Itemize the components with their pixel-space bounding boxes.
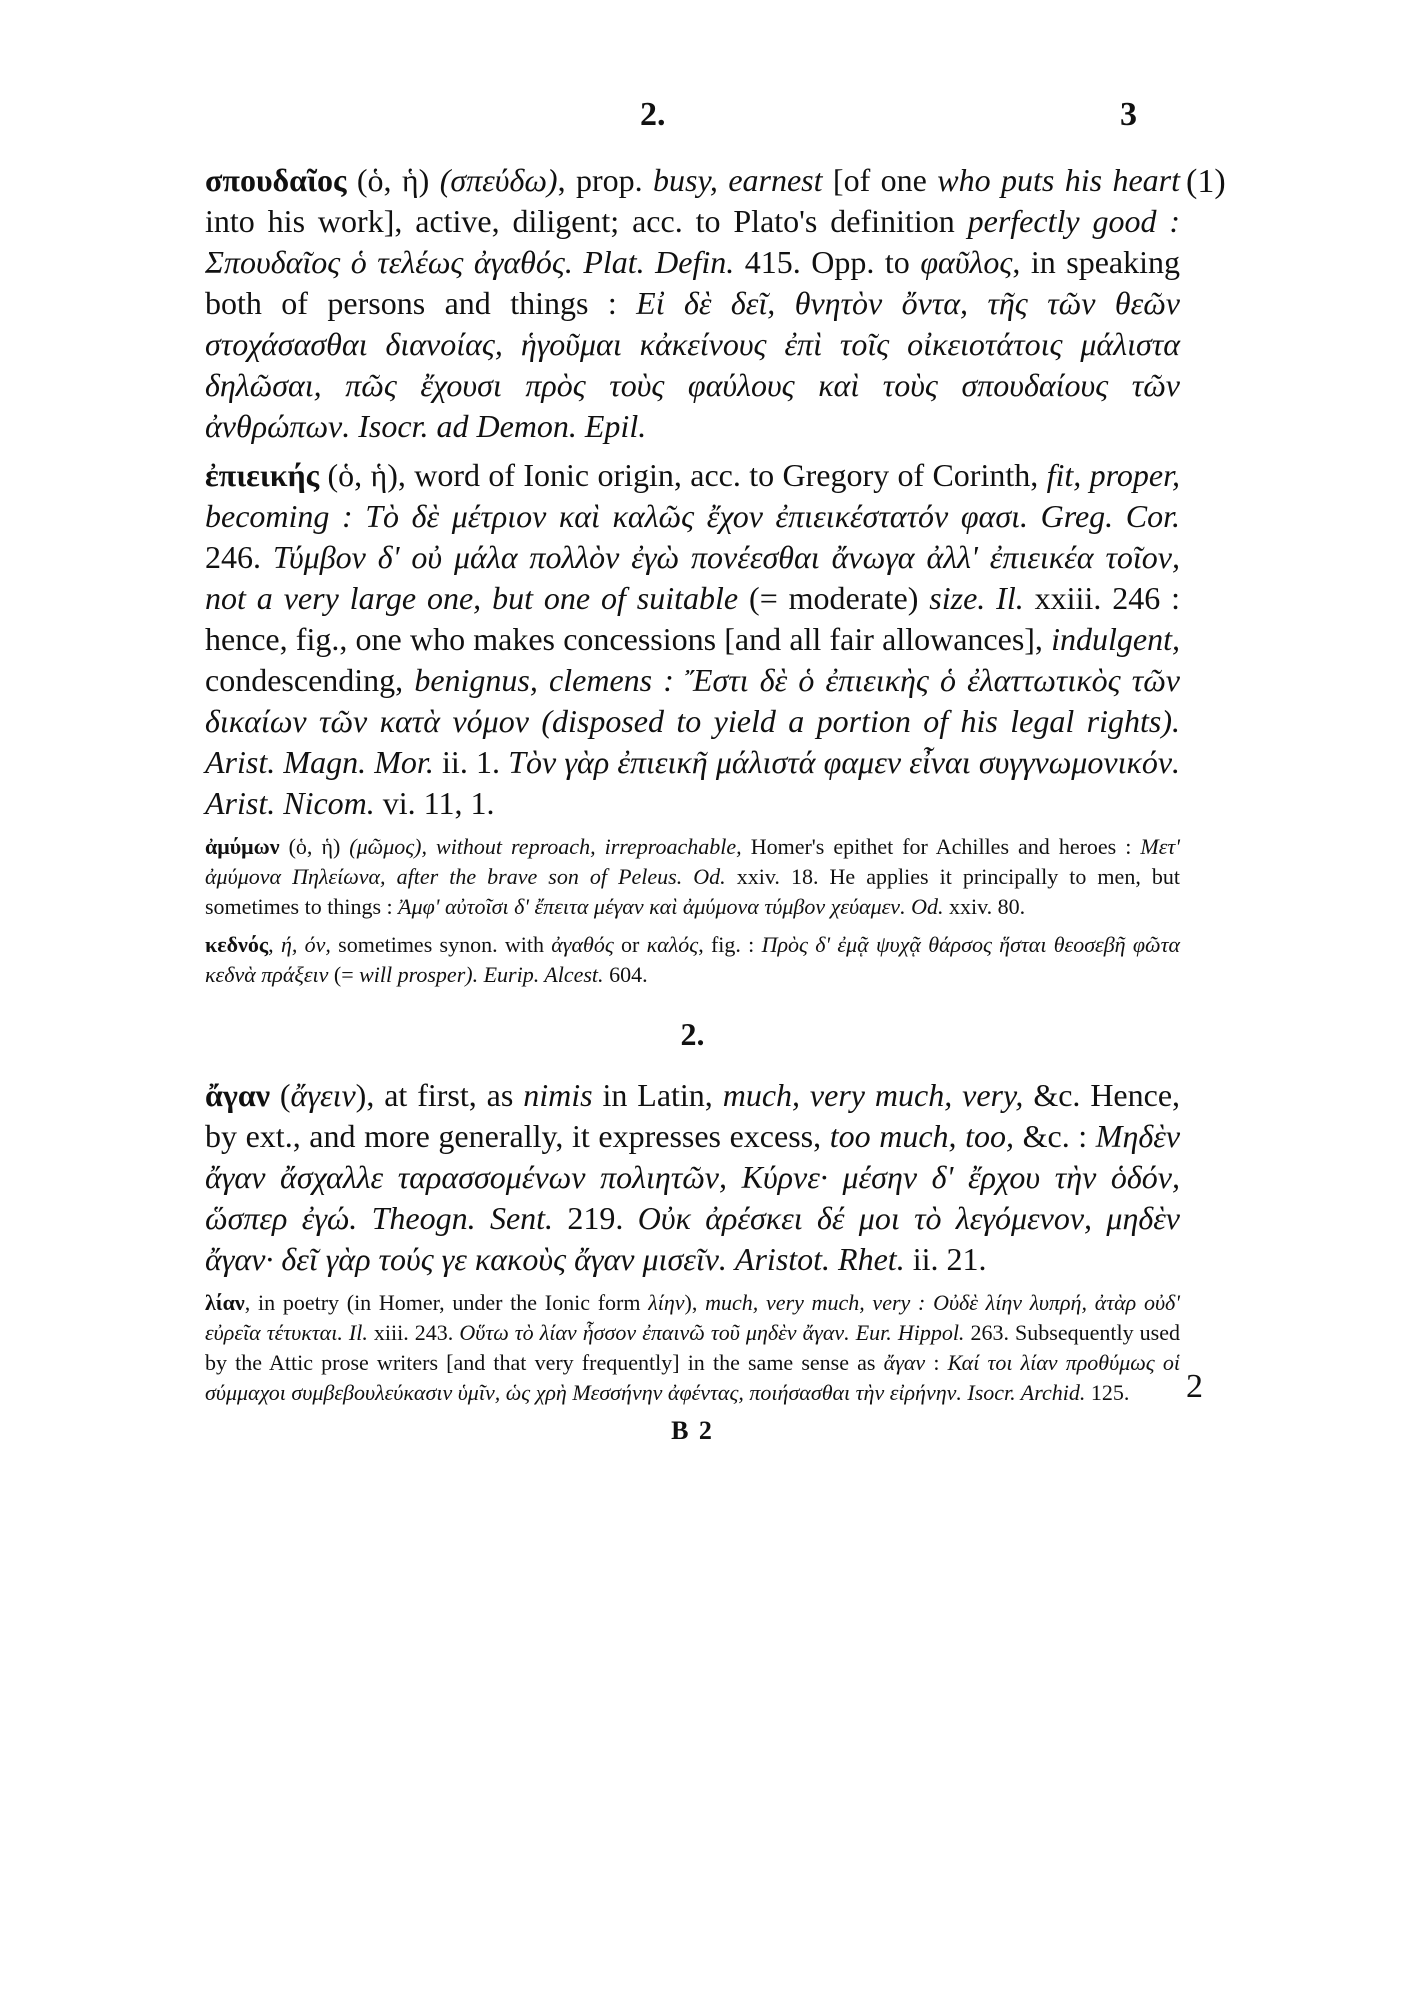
entry-text-segment: condescending, (205, 662, 415, 698)
entry-text-segment: , in speaking both of persons and things : (205, 244, 1181, 321)
entry-text-segment: ἀγαθός (551, 932, 614, 957)
dictionary-entry (205, 832, 1180, 922)
entry-headword: κεδνός (205, 932, 269, 957)
entry-text-segment: , (268, 932, 281, 957)
entry-headword: ἀμύμων (205, 834, 280, 859)
entry-text-segment: ἄγειν (290, 1077, 356, 1113)
entry-text-segment: fit, proper, becoming : Τὸ δὲ μέτριον καὶ καλῶς ἔχον ἐπιεικέστατόν φασι. Greg. Cor. (205, 457, 1181, 534)
entry-text-segment: sometimes synon. with (330, 932, 552, 957)
entry-text-segment: &c. : (1014, 1118, 1096, 1154)
entry-text-segment: Εἰ δὲ δεῖ, θνητὸν ὄντα, τῆς τῶν θεῶν στοχάσασθαι διανοίας, ἡγοῦμαι κἀκείνους ἐπὶ τοῖς οἰκειοτάτοις μάλιστα δηλῶσαι, πῶς ἔχουσι πρὸς τοὺς φαύλους καὶ τοὺς σπουδαίους τῶν ἀνθρώπων. Isocr. ad Demon. Epil. (205, 285, 1181, 444)
entry-text-segment: (= (328, 962, 360, 987)
entry-text-segment: xxiv. 80. (943, 894, 1026, 919)
entry-text-segment: ή, όν, (280, 932, 331, 957)
entry-text-segment: 219. (553, 1200, 638, 1236)
entry-text-segment: ), (684, 1290, 706, 1315)
entry-text-segment: ( (269, 1077, 291, 1113)
entry-text-segment: Μετ' ἀμύμονα Πηλείωνα, after the brave son of Peleus. Od. (205, 834, 1180, 889)
entry-text-segment: Μηδὲν ἄγαν ἄσχαλλε ταρασσομένων πολιητῶν, Κύρνε· μέσην δ' ἔρχου τὴν ὁδόν, ὥσπερ ἐγώ. Theogn. Sent. (205, 1118, 1181, 1236)
page-number: 3 (1120, 96, 1137, 133)
entry-text-segment: who puts his heart (937, 162, 1181, 198)
entry-text-segment: indulgent, (1051, 621, 1180, 657)
margin-marker-second: 2 (1186, 1368, 1203, 1405)
entry-text-segment: much, very much, very : Οὐδὲ λίην λυπρή, ἀτὰρ οὐδ' εὐρεῖα τέτυκται. Il. (205, 1290, 1180, 1345)
entry-text-segment: Homer's epithet for Achilles and heroes : (741, 834, 1141, 859)
entries-part-one (205, 160, 1180, 990)
entry-text-segment: : (925, 1350, 948, 1375)
entry-text-segment: , prop. (557, 162, 654, 198)
entry-text-segment: (ὁ, ἡ), word of Ionic origin, acc. to Gregory of Corinth, (319, 457, 1047, 493)
entry-text-segment: or (613, 932, 647, 957)
entry-text-segment: busy, earnest (653, 162, 823, 198)
dictionary-entry (205, 1288, 1180, 1408)
entry-text-segment: , fig. : (698, 932, 762, 957)
entry-text-segment: Τὸν γὰρ ἐπιεικῆ μάλιστά φαμεν εἶναι συγγνωμονικόν. Arist. Nicom. (205, 744, 1181, 821)
entry-text-segment: , in poetry (in Homer, under the Ionic form (244, 1290, 649, 1315)
section-mark: 2. (680, 1016, 705, 1052)
entry-text-segment: Οὕτω τὸ λίαν ἧσσον ἐπαινῶ τοῦ μηδὲν ἄγαν. Eur. Hippol. (459, 1320, 965, 1345)
entries-part-two (205, 1075, 1180, 1408)
dictionary-entry (205, 930, 1180, 990)
entry-text-segment: Οὐκ ἀρέσκει δέ μοι τὸ λεγόμενον, μηδὲν ἄγαν· δεῖ γὰρ τούς γε κακοὺς ἄγαν μισεῖν. Aristot. Rhet. (205, 1200, 1181, 1277)
entry-text-segment: Καί τοι λίαν προθύμως οἱ σύμμαχοι συμβεβουλεύκασιν ὑμῖν, ὡς χρὴ Μεσσήνην ἀφέντας, ποιήσασθαι τὴν εἰρήνην. Isocr. Archid. (205, 1350, 1180, 1405)
entry-text-segment: [of one (822, 162, 938, 198)
entry-text-segment: into his work], active, diligent; acc. to Plato's definition (205, 203, 968, 239)
entry-text-segment: too much, too, (829, 1118, 1015, 1154)
entry-headword: ἐπιεικής (205, 457, 320, 493)
entry-text-segment: Ἀμφ' αὐτοῖσι δ' ἔπειτα μέγαν καὶ ἀμύμονα τύμβον χεύαμεν. Od. (398, 894, 944, 919)
entry-text-segment: 604. (603, 962, 648, 987)
entry-text-segment: Πρὸς δ' ἐμᾷ ψυχᾷ θάρσος ἥσται θεοσεβῆ φῶτα κεδνὰ πράξειν (205, 932, 1180, 987)
entry-text-segment: xxiii. 246 : hence, fig., one who makes concessions [and all fair allowances], (205, 580, 1181, 657)
entry-text-segment: ἄγαν (883, 1350, 926, 1375)
dictionary-entry (205, 1075, 1180, 1280)
entry-headword: ἄγαν (205, 1077, 270, 1113)
entry-text-segment: will prosper). Eurip. Alcest. (359, 962, 604, 987)
entry-text-segment: size. Il. (929, 580, 1024, 616)
running-head-section: 2. (640, 96, 666, 133)
entry-text-segment: much, very much, very, (722, 1077, 1024, 1113)
dictionary-entry (205, 160, 1180, 447)
entry-text-segment: ii. 21. (904, 1241, 987, 1277)
entry-text-segment: λίην (648, 1290, 685, 1315)
entry-text-segment: &c. Hence, by ext., and more generally, it expresses excess, (205, 1077, 1181, 1154)
entry-text-segment: benignus, clemens : Ἔστι δὲ ὁ ἐπιεικὴς ὁ ἐλαττωτικὸς τῶν δικαίων τῶν κατὰ νόμον (disposed to yield a portion of his legal rights). Arist. Magn. Mor. (205, 662, 1181, 780)
entry-text-segment: 246. (205, 539, 273, 575)
entry-text-segment: 125. (1085, 1380, 1130, 1405)
entry-text-segment: 415. Opp. to (734, 244, 921, 280)
entry-text-segment: in Latin, (592, 1077, 723, 1113)
entry-text-segment: (σπεύδω) (439, 162, 558, 198)
entry-text-segment: vi. 11, 1. (374, 785, 495, 821)
entry-text-segment: ), at first, as (355, 1077, 524, 1113)
dictionary-entry (205, 455, 1180, 824)
entry-text-segment: perfectly good : Σπουδαῖος ὁ τελέως ἀγαθός. Plat. Defin. (205, 203, 1181, 280)
entry-text-segment: φαῦλος (920, 244, 1013, 280)
signature-mark: B 2 (671, 1416, 714, 1445)
entry-text-segment: (μῶμος), without reproach, irreproachable, (349, 834, 742, 859)
entry-text-segment: (ὁ, ἡ) (279, 834, 350, 859)
entry-text-segment: (= moderate) (738, 580, 930, 616)
entry-text-segment: καλός (646, 932, 699, 957)
entry-text-segment: nimis (523, 1077, 593, 1113)
entry-text-segment: Τύμβον δ' οὐ μάλα πολλὸν ἐγὼ πονέεσθαι ἄνωγα ἀλλ' ἐπιεικέα τοῖον, not a very large one, but one of suitable (205, 539, 1181, 616)
main-text (205, 160, 1180, 1446)
entry-text-segment: ii. 1. (433, 744, 509, 780)
entry-headword: λίαν (205, 1290, 245, 1315)
entry-text-segment: xiii. 243. (367, 1320, 460, 1345)
entry-text-segment: xxiv. 18. He applies it principally to men, but sometimes to things : (205, 864, 1180, 919)
entry-text-segment: (ὁ, ἡ) (346, 162, 440, 198)
entry-headword: σπουδαῖος (205, 162, 347, 198)
margin-marker-first: (1) (1186, 163, 1226, 200)
entry-text-segment: 263. Subsequently used by the Attic prose writers [and that very frequently] in the same sense as (205, 1320, 1180, 1375)
